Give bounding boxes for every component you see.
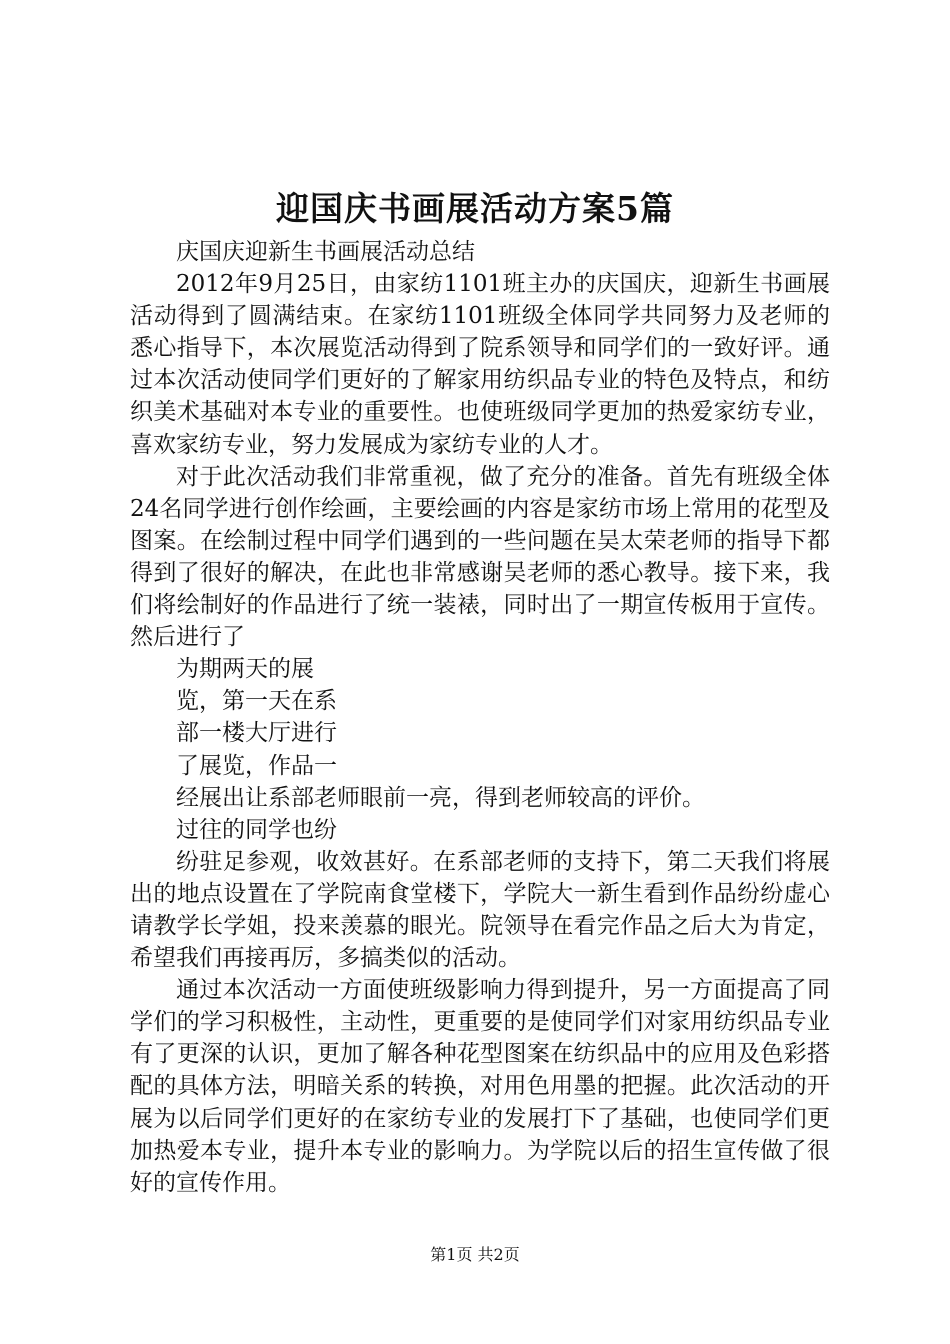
paragraph: 纷驻足参观，收效甚好。在系部老师的支持下，第二天我们将展出的地点设置在了学院南食堂楼下，学院大一新生看到作品纷纷虚心请教学长学姐，投来羡慕的眼光。院领导在看完作品之后大为肯定，希望我们再接再厉，多搞类似的活动。 — [130, 848, 830, 972]
paragraph: 览，第一天在系 — [176, 688, 337, 715]
paragraph: 部一楼大厅进行 — [176, 720, 337, 747]
paragraph: 2012年9月25日，由家纺1101班主办的庆国庆，迎新生书画展活动得到了圆满结束。在家纺1101班级全体同学共同努力及老师的悉心指导下，本次展览活动得到了院系领导和同学们的一致好评。通过本次活动使同学们更好的了解家用纺织品专业的特色及特点，和纺织美术基础对本专业的重要性。也使班级同学更加的热爱家纺专业，喜欢家纺专业，努力发展成为家纺专业的人才。 — [130, 271, 830, 458]
paragraph: 对于此次活动我们非常重视，做了充分的准备。首先有班级全体24名同学进行创作绘画，主要绘画的内容是家纺市场上常用的花型及图案。在绘制过程中同学们遇到的一些问题在吴太荣老师的指导下都得到了很好的解决，在此也非常感谢吴老师的悉心教导。接下来，我们将绘制好的作品进行了统一装裱，同时出了一期宣传板用于宣传。然后进行了 — [130, 463, 830, 651]
paragraph: 通过本次活动一方面使班级影响力得到提升，另一方面提高了同学们的学习积极性，主动性，更重要的是使同学们对家用纺织品专业有了更深的认识，更加了解各种花型图案在纺织品中的应用及色彩搭配的具体方法，明暗关系的转换，对用色用墨的把握。此次活动的开展为以后同学们更好的在家纺专业的发展打下了基础，也使同学们更加热爱本专业，提升本专业的影响力。为学院以后的招生宣传做了很好的宣传作用。 — [130, 977, 830, 1196]
paragraph: 为期两天的展 — [176, 656, 314, 683]
document-body — [130, 236, 830, 1199]
paragraph: 经展出让系部老师眼前一亮，得到老师较高的评价。 — [176, 784, 705, 811]
paragraph: 了展览，作品一 — [176, 752, 337, 779]
document-title: 迎国庆书画展活动方案5篇 — [276, 189, 674, 228]
paragraph: 过往的同学也纷 — [176, 816, 337, 843]
paragraph-heading: 庆国庆迎新生书画展活动总结 — [176, 239, 475, 265]
page-footer: 第1页 共2页 — [430, 1245, 520, 1264]
